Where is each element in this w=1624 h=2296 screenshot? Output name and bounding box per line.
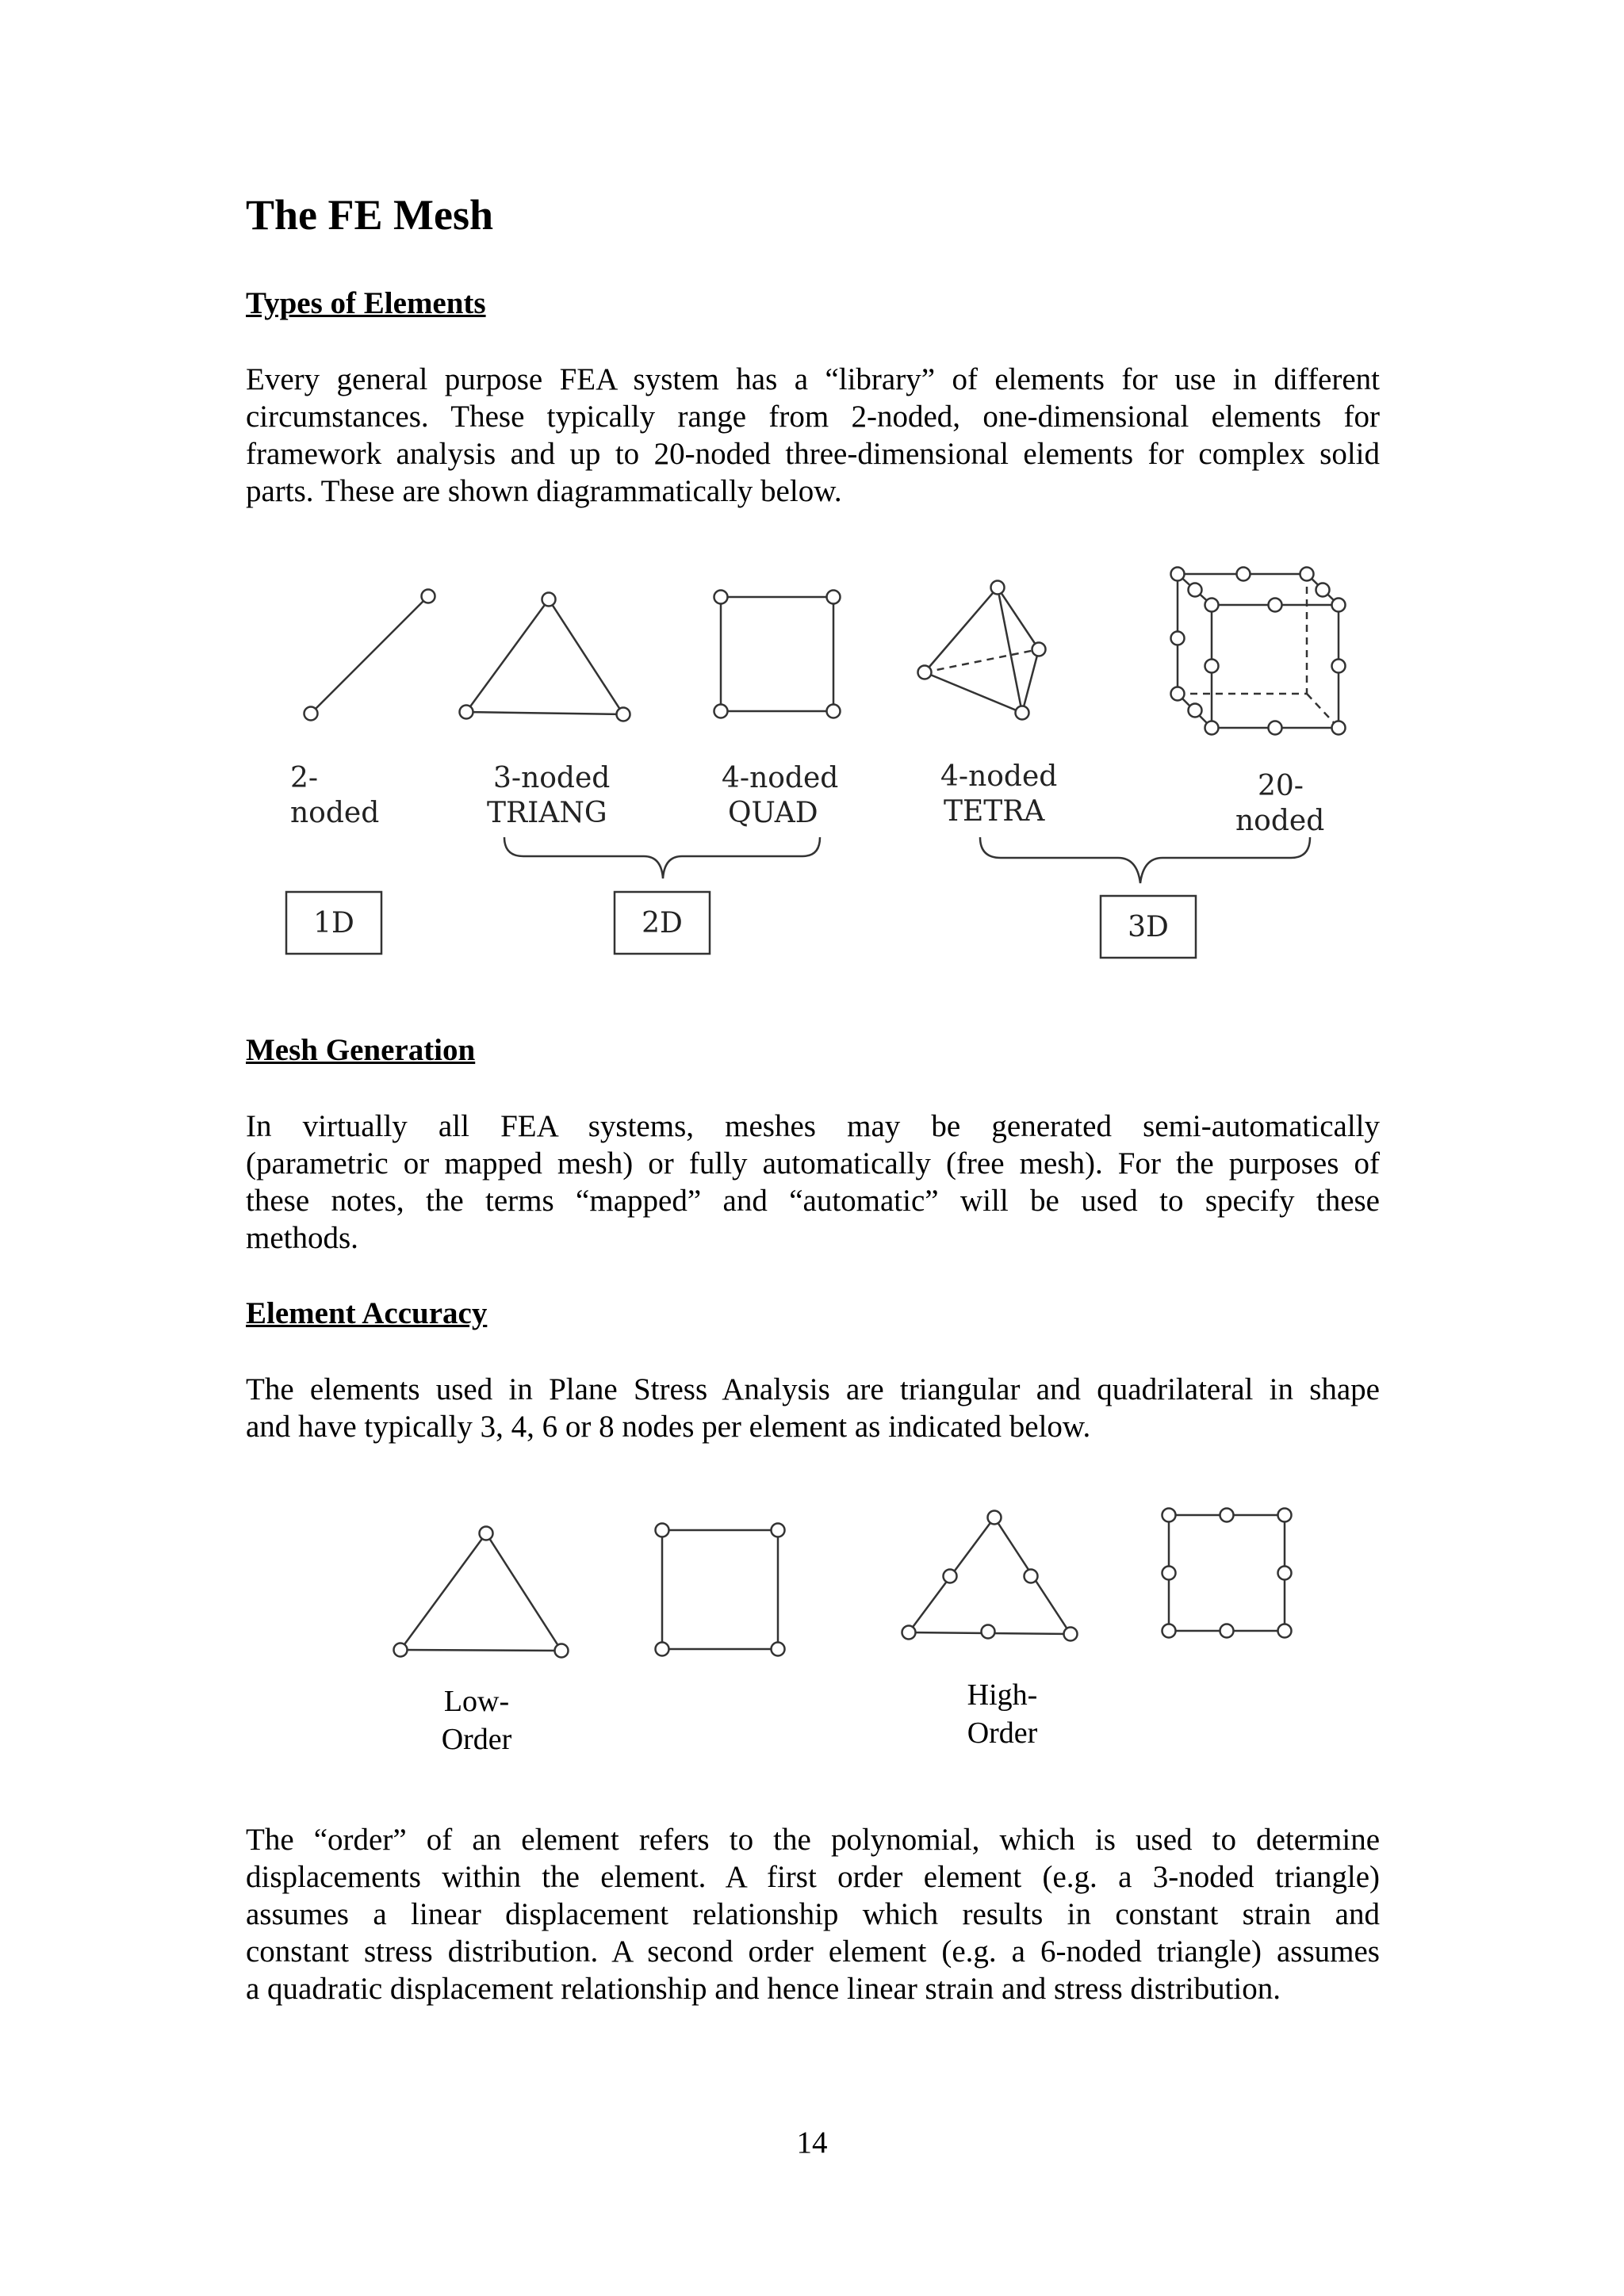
mesh-generation-paragraph bbox=[246, 1108, 1380, 1257]
four-noded-quad-element bbox=[714, 591, 841, 718]
label-high: High- bbox=[967, 1678, 1038, 1712]
paragraph-line: The elements used in Plane Stress Analysis are triangular and quadrilateral in shape bbox=[246, 1372, 1380, 1406]
label-2-noded-line1: 2- bbox=[290, 762, 319, 794]
high-order-quad bbox=[1162, 1509, 1292, 1638]
paragraph-line: methods. bbox=[246, 1221, 358, 1255]
page-number: 14 bbox=[796, 2126, 828, 2160]
page-title: The FE Mesh bbox=[246, 191, 494, 239]
high-order-triangle bbox=[902, 1511, 1078, 1641]
three-noded-triangle-element bbox=[460, 593, 630, 721]
box-1d-label: 1D bbox=[313, 907, 354, 939]
paragraph-line: (parametric or mapped mesh) or fully automatically (free mesh). For the purposes of bbox=[246, 1146, 1380, 1181]
types-of-elements-heading: Types of Elements bbox=[246, 286, 486, 320]
label-low: Low- bbox=[443, 1685, 510, 1718]
box-2d-label: 2D bbox=[642, 907, 683, 939]
paragraph-line: In virtually all FEA systems, meshes may be generated semi-automatically bbox=[246, 1109, 1380, 1143]
element-accuracy-paragraph bbox=[246, 1371, 1380, 1445]
paragraph-line: assumes a linear displacement relationship which results in constant strain and bbox=[246, 1897, 1380, 1931]
brace-2d bbox=[504, 837, 820, 878]
label-20-noded: noded bbox=[1235, 805, 1325, 837]
brace-3d bbox=[980, 837, 1310, 883]
two-noded-line-element bbox=[304, 590, 435, 721]
paragraph-line: these notes, the terms “mapped” and “automatic” will be used to specify these bbox=[246, 1184, 1380, 1218]
paragraph-line: and have typically 3, 4, 6 or 8 nodes per element as indicated below. bbox=[246, 1410, 1091, 1444]
label-low-order: Order bbox=[441, 1723, 512, 1756]
label-3-noded: 3-noded bbox=[493, 762, 611, 794]
label-high-order: Order bbox=[967, 1716, 1038, 1750]
low-order-triangle bbox=[394, 1527, 569, 1658]
paragraph-line: circumstances. These typically range from 2-noded, one-dimensional elements for bbox=[246, 400, 1380, 434]
label-triang: TRIANG bbox=[487, 797, 607, 829]
label-tetra: TETRA bbox=[944, 795, 1045, 828]
paragraph-line: The “order” of an element refers to the polynomial, which is used to determine bbox=[246, 1823, 1380, 1857]
element-accuracy-heading: Element Accuracy bbox=[246, 1296, 488, 1330]
paragraph-line: framework analysis and up to 20-noded three-dimensional elements for complex solid bbox=[246, 437, 1380, 471]
twenty-noded-brick-element bbox=[1171, 568, 1346, 735]
label-4-noded-quad: 4-noded bbox=[722, 762, 839, 794]
paragraph-line: displacements within the element. A first order element (e.g. a 3-noded triangle) bbox=[246, 1860, 1380, 1894]
label-20: 20- bbox=[1258, 770, 1304, 802]
paragraph-line: a quadratic displacement relationship and hence linear strain and stress distribution. bbox=[246, 1972, 1281, 2006]
low-order-quad bbox=[656, 1524, 785, 1656]
paragraph-line: Every general purpose FEA system has a “library” of elements for use in different bbox=[246, 362, 1380, 396]
label-4-noded-tetra: 4-noded bbox=[940, 760, 1058, 793]
paragraph-line: parts. These are shown diagrammatically below. bbox=[246, 474, 842, 508]
order-paragraph bbox=[246, 1821, 1380, 2007]
label-2-noded-line2: noded bbox=[290, 797, 380, 829]
paragraph-line: constant stress distribution. A second order element (e.g. a 6-noded triangle) assumes bbox=[246, 1934, 1380, 1969]
mesh-generation-heading: Mesh Generation bbox=[246, 1033, 476, 1067]
box-3d-label: 3D bbox=[1128, 911, 1169, 943]
four-noded-tetra-element bbox=[918, 581, 1046, 720]
label-quad: QUAD bbox=[728, 797, 818, 829]
